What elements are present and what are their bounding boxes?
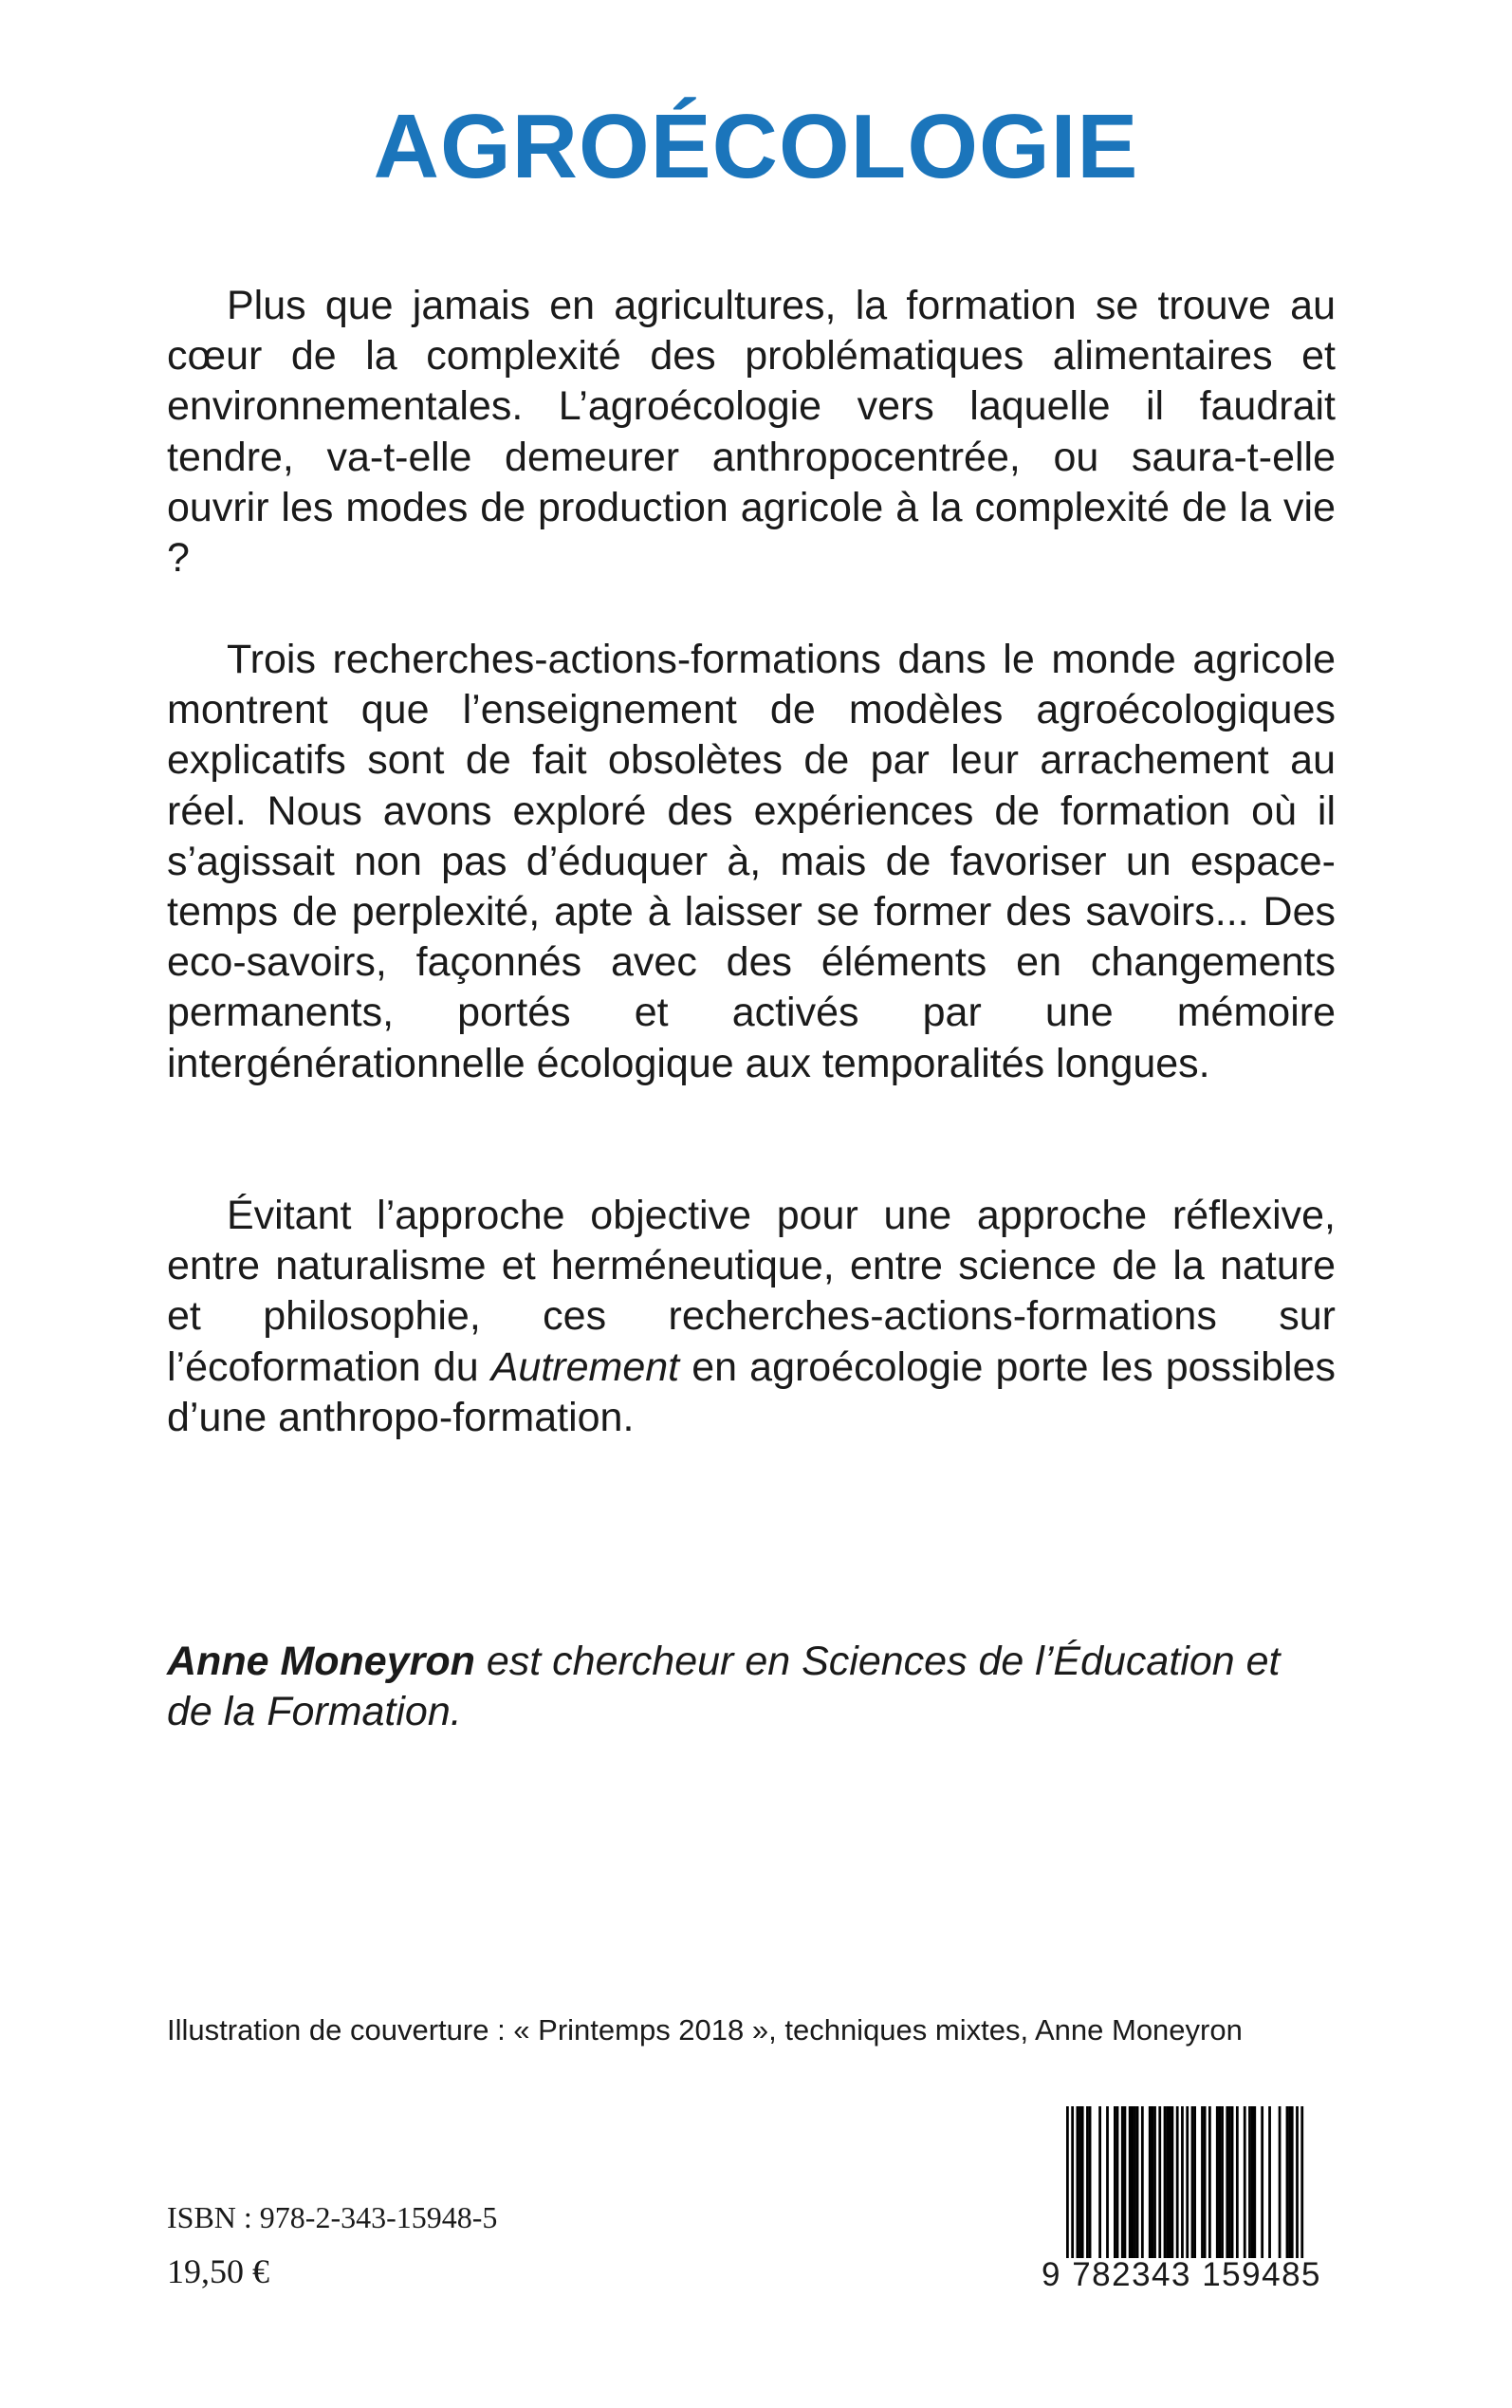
paragraph-1: Plus que jamais en agricultures, la formation se trouve au cœur de la complexité des problématiques alimentaires et environnementales. L’agroécologie vers laquelle il faudrait tendre, va-t-elle demeurer anthropocentrée, ou saura-t-elle ouvrir les modes de production agricole à la complexité de la vie ? <box>167 283 1336 582</box>
barcode-bar <box>1121 2106 1124 2258</box>
barcode-bar <box>1244 2106 1246 2258</box>
barcode <box>1042 2106 1321 2306</box>
paragraph-3-end: en agroécologie porte les possibles d’une anthropo-formation. <box>167 1343 1336 1440</box>
barcode-bar <box>1216 2106 1219 2258</box>
barcode-bar <box>1286 2106 1289 2258</box>
barcode-bar <box>1181 2106 1184 2258</box>
barcode-bar <box>1191 2106 1194 2258</box>
barcode-bar <box>1116 2106 1119 2258</box>
barcode-bar <box>1253 2106 1256 2258</box>
barcode-bar <box>1098 2106 1101 2258</box>
barcode-bar <box>1079 2106 1081 2258</box>
barcode-bar <box>1149 2106 1152 2258</box>
paragraph-3 <box>167 1191 1336 1443</box>
barcode-bar <box>1141 2106 1144 2258</box>
barcode-bar <box>1169 2106 1171 2258</box>
barcode-bar <box>1124 2106 1127 2258</box>
barcode-bar <box>1226 2106 1228 2258</box>
barcode-bar <box>1066 2106 1069 2258</box>
barcode-bar <box>1291 2106 1294 2258</box>
barcode-bars <box>1042 2106 1309 2258</box>
barcode-bar <box>1186 2106 1189 2258</box>
isbn: ISBN : 978-2-343-15948-5 <box>167 2200 498 2234</box>
barcode-bar <box>1114 2106 1116 2258</box>
author-bio <box>167 1637 1336 1737</box>
cover-illustration-credit: Illustration de couverture : « Printemps 2018 », techniques mixtes, Anne Moneyron <box>167 2013 1243 2047</box>
barcode-bar <box>1296 2106 1299 2258</box>
barcode-bar <box>1131 2106 1134 2258</box>
barcode-bar <box>1221 2106 1224 2258</box>
barcode-bar <box>1208 2106 1211 2258</box>
author-name: Anne Moneyron <box>167 1639 475 1684</box>
barcode-bar <box>1288 2106 1291 2258</box>
barcode-bar <box>1158 2106 1161 2258</box>
paragraph-2: Trois recherches-actions-formations dans le monde agricole montrent que l’enseignement de modèles agroécologiques explicatifs sont de fait obsolètes de par leur arrachement au réel. Nous avons exploré des expériences de formation où il s’agissait non pas d’éduquer à, mais de favoriser un espace-temps de perplexité, apte à laisser se former des savoirs... Des eco-savoirs, façonnés avec des éléments en changements permanents, portés et activés par une mémoire intergénérationnelle écologique aux temporalités longues. <box>167 637 1336 1086</box>
barcode-bar <box>1134 2106 1136 2258</box>
barcode-bar <box>1251 2106 1254 2258</box>
barcode-bar <box>1248 2106 1251 2258</box>
barcode-bar <box>1193 2106 1196 2258</box>
barcode-bar <box>1300 2106 1303 2258</box>
barcode-bar <box>1231 2106 1234 2258</box>
barcode-bar <box>1129 2106 1132 2258</box>
barcode-bar <box>1228 2106 1231 2258</box>
barcode-bar <box>1071 2106 1074 2258</box>
barcode-bar <box>1171 2106 1174 2258</box>
barcode-bar <box>1204 2106 1207 2258</box>
barcode-digits: 9 782343 159485 <box>1042 2256 1321 2293</box>
paragraph-3-start: Évitant l’approche objective pour une approche réflexive, entre naturalisme et herméneutique, entre science de la nature et philosophie, ces recherches-actions-formations sur l’écoformation du <box>167 1193 1336 1390</box>
book-title: AGROÉCOLOGIE <box>373 96 1139 197</box>
barcode-bar <box>1201 2106 1204 2258</box>
barcode-bar <box>1219 2106 1222 2258</box>
barcode-bar <box>1164 2106 1167 2258</box>
barcode-bar <box>1151 2106 1153 2258</box>
barcode-bar <box>1268 2106 1271 2258</box>
barcode-bar <box>1089 2106 1092 2258</box>
barcode-bar <box>1176 2106 1179 2258</box>
barcode-bar <box>1166 2106 1169 2258</box>
barcode-bar <box>1236 2106 1239 2258</box>
barcode-bar <box>1261 2106 1263 2258</box>
barcode-bar <box>1153 2106 1156 2258</box>
author-description: est chercheur en Sciences de l’Éducation et de la Formation. <box>167 1639 1281 1735</box>
barcode-bar <box>1081 2106 1084 2258</box>
barcode-bar <box>1279 2106 1282 2258</box>
paragraph-3-italic: Autrement <box>490 1343 680 1390</box>
barcode-bar <box>1106 2106 1109 2258</box>
barcode-bar <box>1086 2106 1089 2258</box>
barcode-bar <box>1077 2106 1079 2258</box>
price: 19,50 € <box>167 2252 269 2290</box>
barcode-bar <box>1136 2106 1139 2258</box>
